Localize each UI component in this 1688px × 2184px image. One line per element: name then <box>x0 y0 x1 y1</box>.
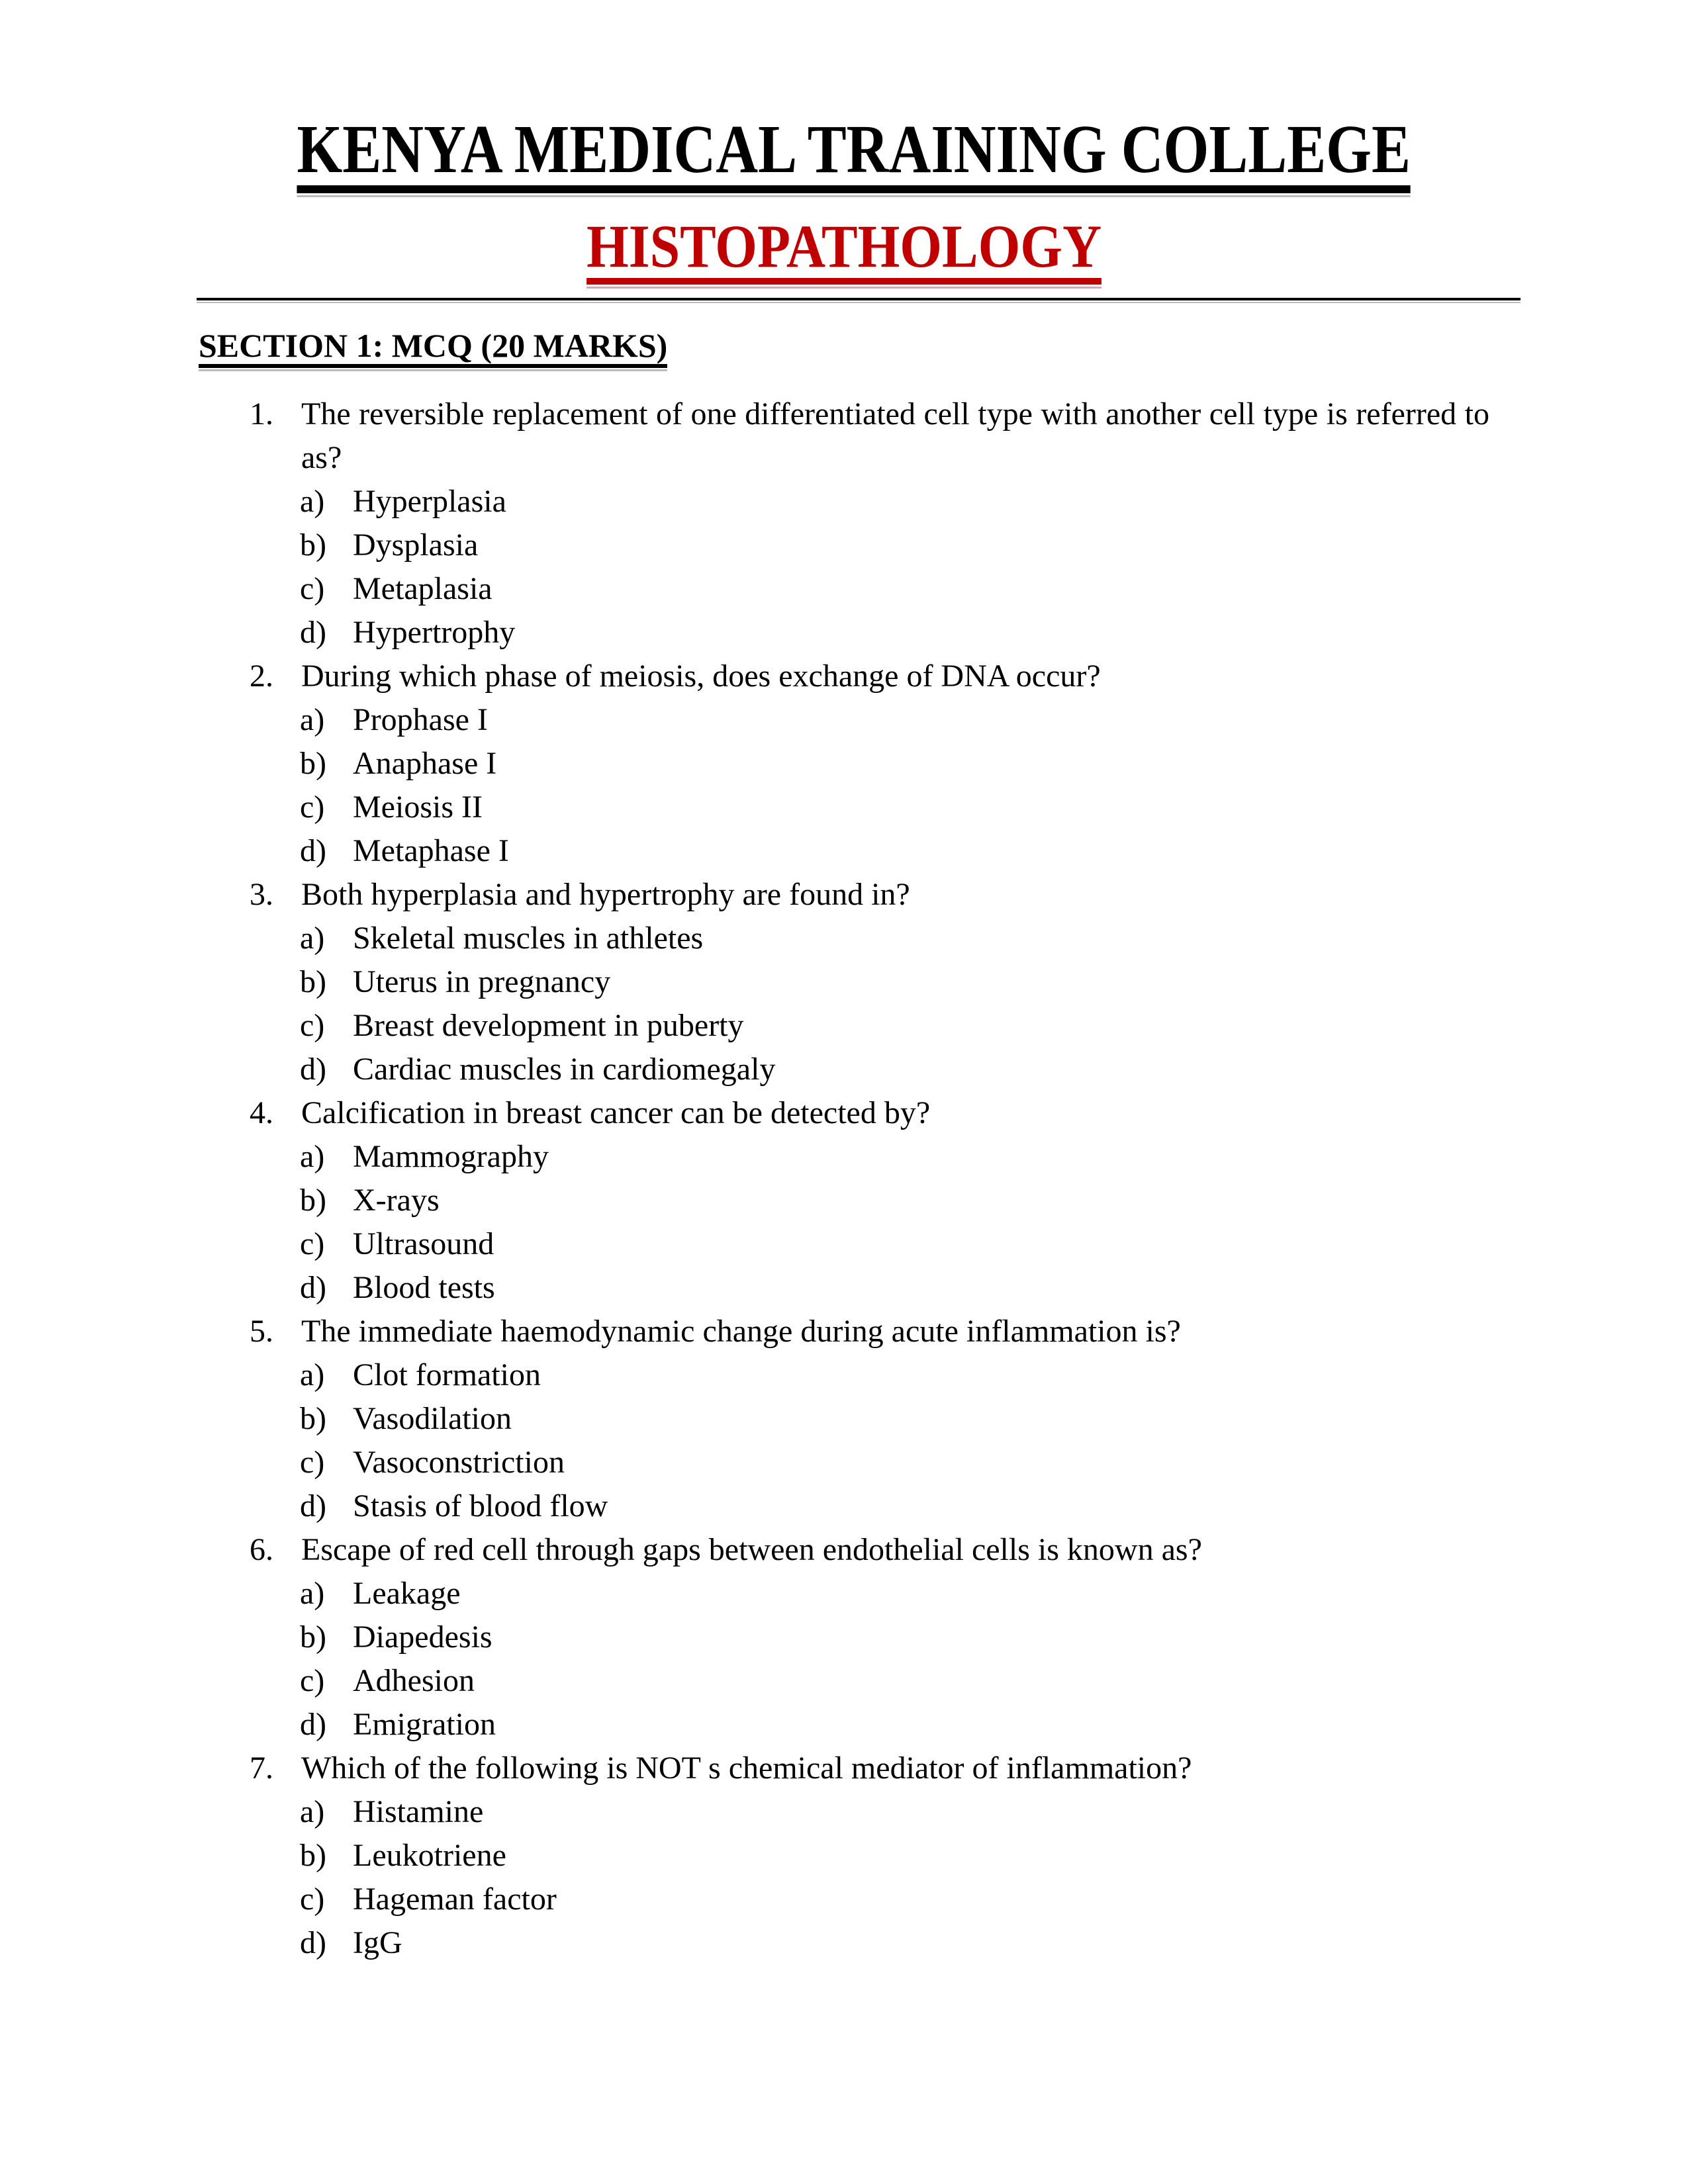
option-letter: a) <box>300 1357 325 1392</box>
option-row <box>199 1703 1489 1747</box>
option-letter: b) <box>300 1619 326 1655</box>
option-row <box>199 1004 1489 1048</box>
option-letter: c) <box>300 1008 325 1043</box>
question-row <box>199 1747 1489 1790</box>
question-text: Which of the following is NOT s chemical mediator of inflammation? <box>301 1751 1192 1786</box>
option-letter: b) <box>300 964 326 999</box>
option-text: Leakage <box>353 1576 461 1611</box>
question-row <box>199 1091 1489 1135</box>
question-number: 3. <box>250 877 273 912</box>
option-row <box>199 1353 1489 1397</box>
option-text: Vasodilation <box>353 1401 512 1436</box>
section-heading <box>199 324 1489 367</box>
question-text: During which phase of meiosis, does exchange of DNA occur? <box>301 659 1101 694</box>
option-letter: c) <box>300 571 325 606</box>
option-text: Stasis of blood flow <box>353 1488 608 1524</box>
option-letter: d) <box>300 1925 326 1960</box>
option-text: IgG <box>353 1925 402 1960</box>
option-letter: c) <box>300 1445 325 1480</box>
option-text: Ultrasound <box>353 1226 494 1261</box>
option-row <box>199 1135 1489 1179</box>
question-text: Calcification in breast cancer can be detected by? <box>301 1095 931 1130</box>
question-row <box>199 1528 1489 1572</box>
option-row <box>199 1441 1489 1484</box>
option-text: Metaphase I <box>353 833 509 868</box>
question-number: 4. <box>250 1095 273 1130</box>
option-row <box>199 1790 1489 1834</box>
college-title-text: KENYA MEDICAL TRAINING COLLEGE <box>297 115 1410 193</box>
option-letter: a) <box>300 921 325 956</box>
option-letter: b) <box>300 527 326 563</box>
option-row <box>199 611 1489 655</box>
option-letter: c) <box>300 1226 325 1261</box>
option-text: Uterus in pregnancy <box>353 964 611 999</box>
option-text: Diapedesis <box>353 1619 492 1655</box>
option-text: Prophase I <box>353 702 488 737</box>
option-text: Anaphase I <box>353 746 497 781</box>
option-letter: a) <box>300 1576 325 1611</box>
question-text: The reversible replacement of one differentiated cell type with another cell type is referred to as? <box>301 396 1489 475</box>
option-letter: b) <box>300 746 326 781</box>
option-text: Histamine <box>353 1794 484 1829</box>
option-text: Vasoconstriction <box>353 1445 565 1480</box>
question-text: Both hyperplasia and hypertrophy are found in? <box>301 877 910 912</box>
question-text: Escape of red cell through gaps between endothelial cells is known as? <box>301 1532 1202 1567</box>
subject-title <box>199 210 1489 285</box>
option-row <box>199 960 1489 1004</box>
option-letter: c) <box>300 1882 325 1917</box>
option-row <box>199 1615 1489 1659</box>
option-row <box>199 567 1489 611</box>
option-text: Dysplasia <box>353 527 479 563</box>
option-letter: a) <box>300 702 325 737</box>
option-text: Adhesion <box>353 1663 475 1698</box>
option-text: Hageman factor <box>353 1882 557 1917</box>
section-heading-text: SECTION 1: MCQ (20 MARKS) <box>199 327 667 368</box>
option-text: Cardiac muscles in cardiomegaly <box>353 1052 776 1087</box>
question-number: 2. <box>250 659 273 694</box>
option-letter: d) <box>300 1707 326 1742</box>
subject-title-text: HISTOPATHOLOGY <box>586 216 1102 285</box>
option-text: Breast development in puberty <box>353 1008 744 1043</box>
question-number: 5. <box>250 1314 273 1349</box>
option-letter: c) <box>300 790 325 825</box>
option-row <box>199 742 1489 786</box>
option-row <box>199 1572 1489 1615</box>
question-row <box>199 392 1489 480</box>
option-row <box>199 786 1489 829</box>
option-row <box>199 829 1489 873</box>
option-letter: d) <box>300 615 326 650</box>
option-row <box>199 917 1489 960</box>
option-row <box>199 1484 1489 1528</box>
option-letter: c) <box>300 1663 325 1698</box>
question-list <box>199 392 1489 1965</box>
option-letter: d) <box>300 833 326 868</box>
option-text: Meiosis II <box>353 790 483 825</box>
question-text: The immediate haemodynamic change during acute inflammation is? <box>301 1314 1181 1349</box>
option-row <box>199 480 1489 523</box>
option-text: Blood tests <box>353 1270 495 1305</box>
option-text: Clot formation <box>353 1357 541 1392</box>
question-row <box>199 873 1489 917</box>
option-letter: d) <box>300 1488 326 1524</box>
option-text: Hyperplasia <box>353 484 506 519</box>
horizontal-rule <box>197 298 1521 300</box>
option-row <box>199 1921 1489 1965</box>
option-row <box>199 1659 1489 1703</box>
question-number: 6. <box>250 1532 273 1567</box>
option-row <box>199 1397 1489 1441</box>
option-letter: b) <box>300 1838 326 1873</box>
option-row <box>199 1878 1489 1921</box>
option-row <box>199 1179 1489 1222</box>
option-row <box>199 698 1489 742</box>
option-letter: d) <box>300 1052 326 1087</box>
option-letter: a) <box>300 1794 325 1829</box>
question-number: 7. <box>250 1751 273 1786</box>
option-row <box>199 523 1489 567</box>
option-text: Skeletal muscles in athletes <box>353 921 704 956</box>
option-text: Emigration <box>353 1707 496 1742</box>
option-row <box>199 1834 1489 1878</box>
option-row <box>199 1266 1489 1310</box>
question-number: 1. <box>250 396 273 432</box>
option-text: Leukotriene <box>353 1838 506 1873</box>
option-text: Metaplasia <box>353 571 492 606</box>
question-row <box>199 1310 1489 1353</box>
option-letter: a) <box>300 1139 325 1174</box>
option-row <box>199 1048 1489 1091</box>
option-row <box>199 1222 1489 1266</box>
option-letter: b) <box>300 1401 326 1436</box>
college-title <box>199 110 1489 193</box>
option-text: Mammography <box>353 1139 549 1174</box>
option-text: X-rays <box>353 1183 440 1218</box>
option-letter: b) <box>300 1183 326 1218</box>
option-text: Hypertrophy <box>353 615 516 650</box>
question-row <box>199 655 1489 698</box>
option-letter: a) <box>300 484 325 519</box>
option-letter: d) <box>300 1270 326 1305</box>
